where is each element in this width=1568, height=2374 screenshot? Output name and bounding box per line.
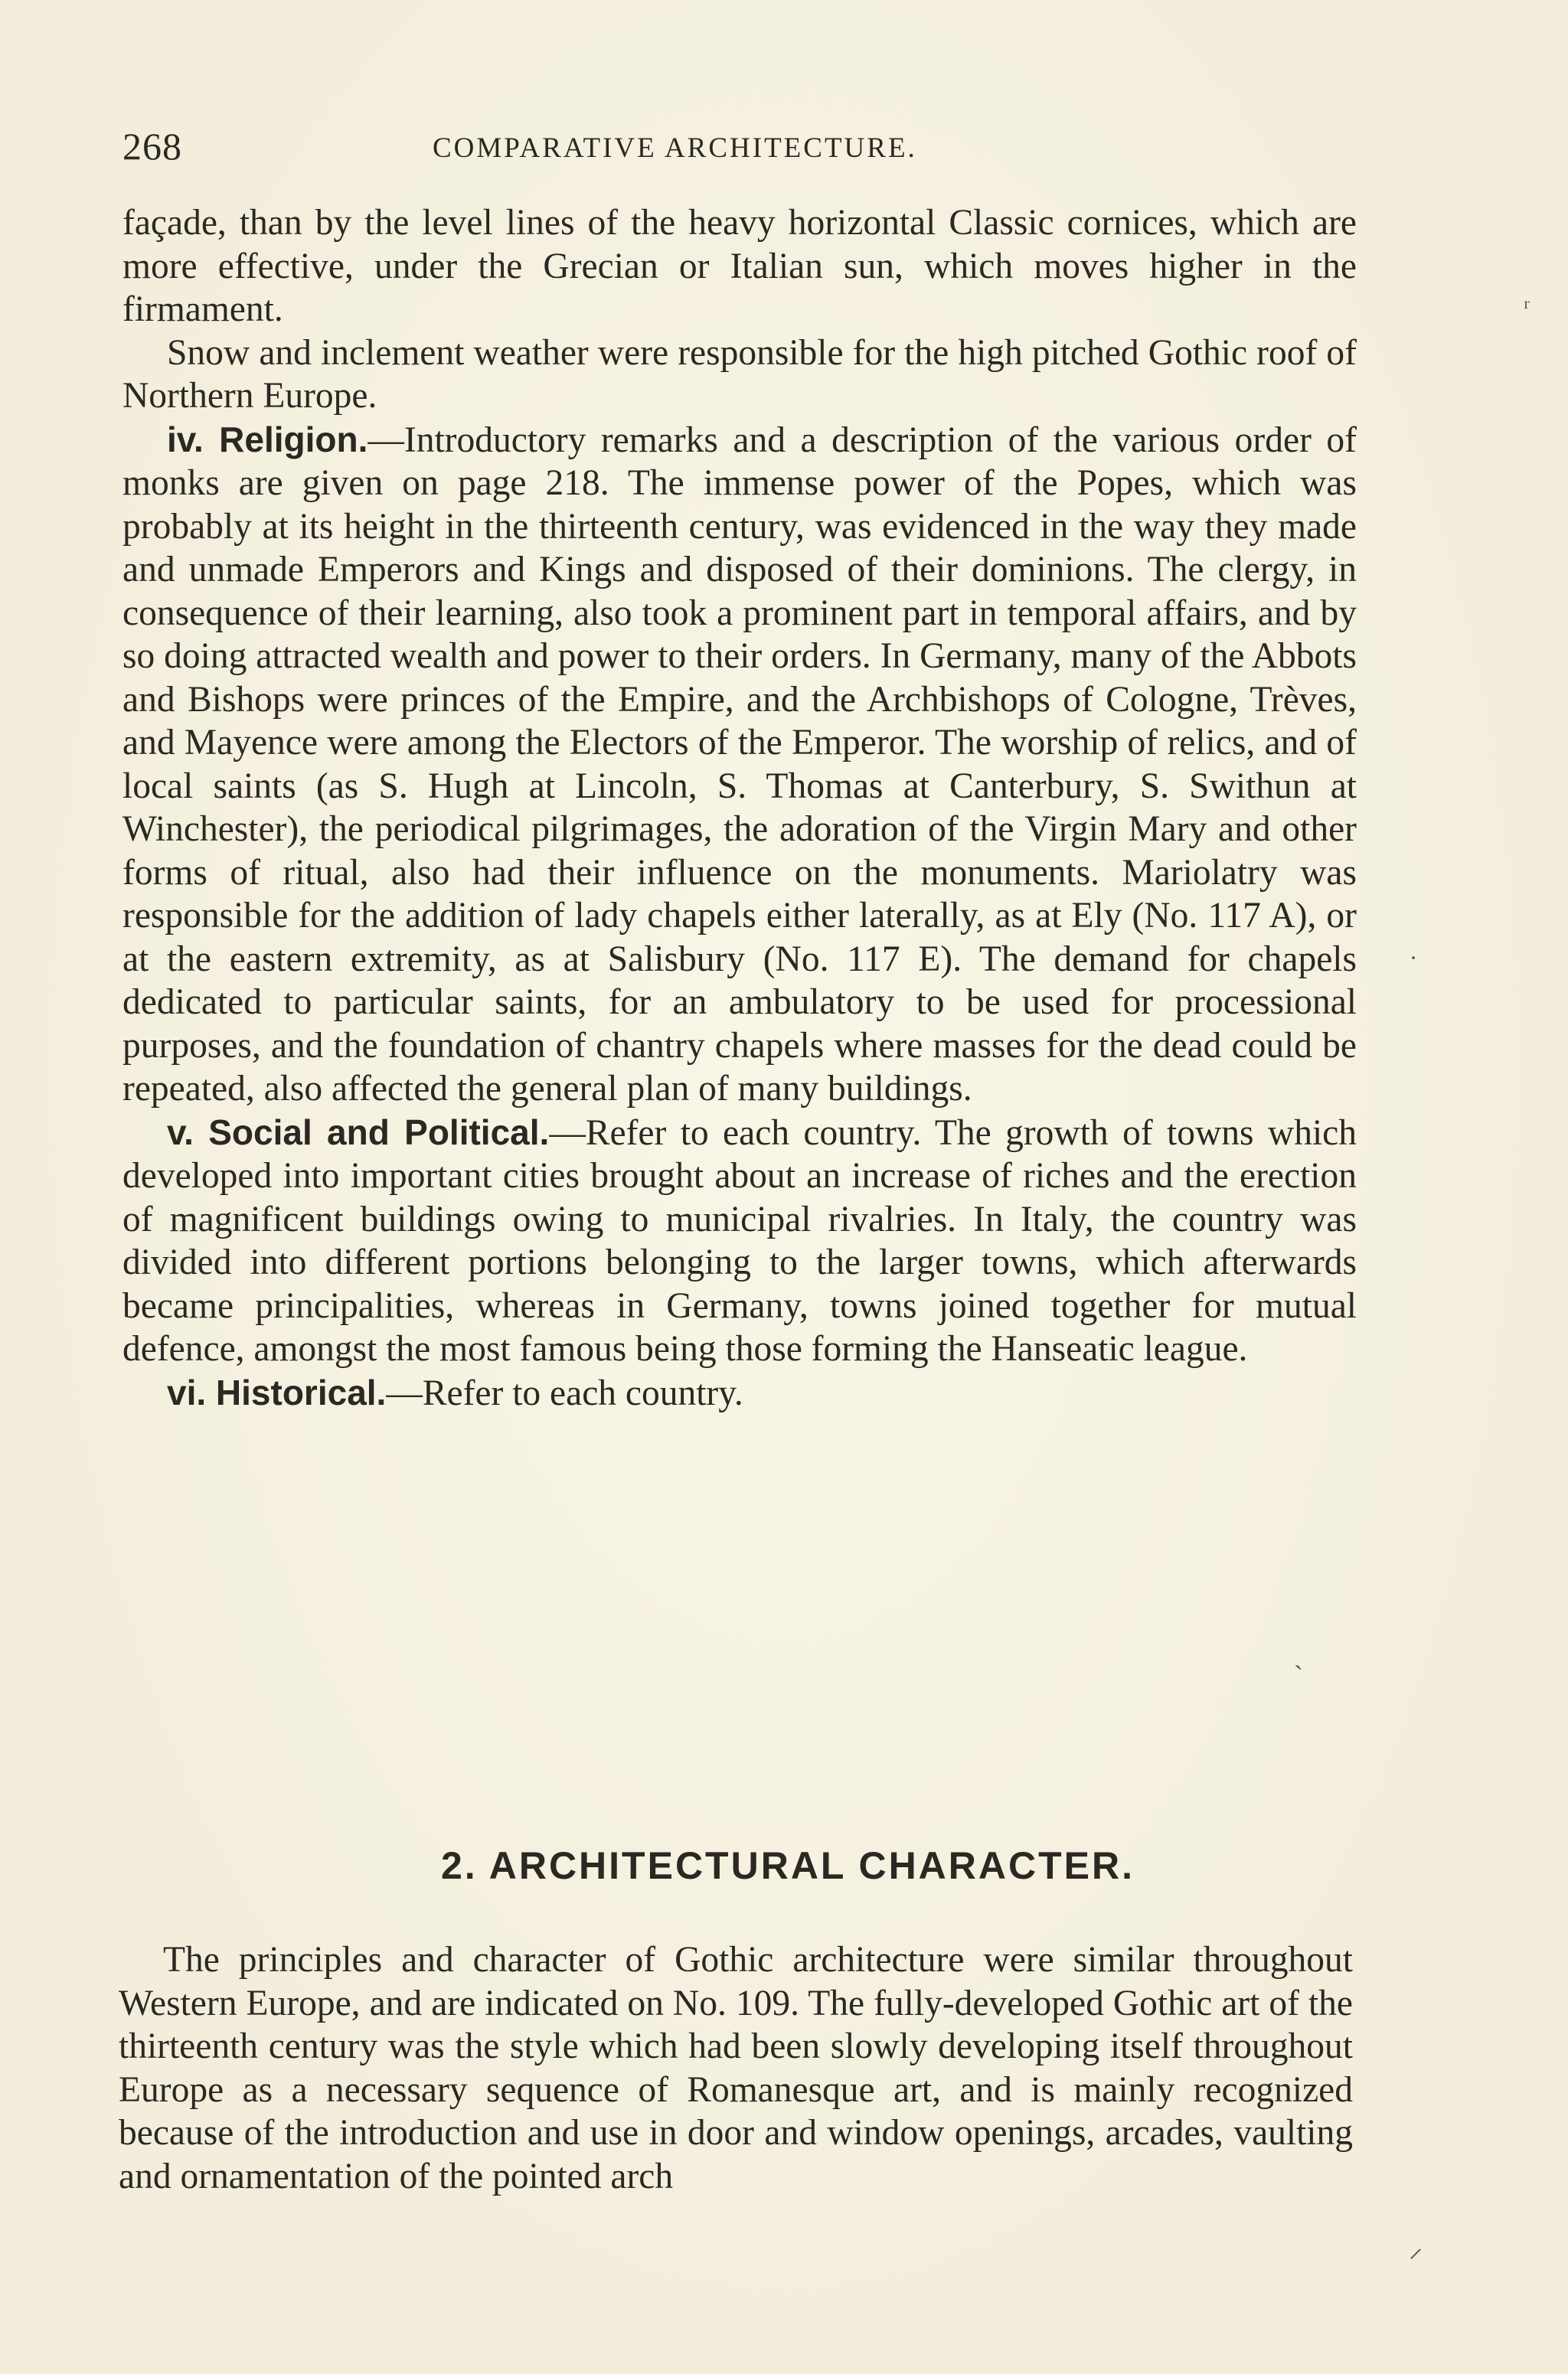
section-heading: 2. ARCHITECTURAL CHARACTER.	[441, 1844, 1135, 1887]
paragraph-historical	[122, 1371, 1357, 1416]
subhead-historical: vi. Historical.	[167, 1372, 387, 1412]
page-header	[122, 124, 1363, 170]
subhead-social-political: v. Social and Political.	[167, 1112, 550, 1152]
paragraph-religion	[122, 418, 1357, 1111]
paragraph-text: The principles and character of Gothic architecture were similar throughout Western Europe, and are indicated on No. 109. The fully-developed Gothic art of the thirteenth century was the style which had been slowly developing itself throughout Europe as a necessary sequence of Romanesque art, and is mainly recognized because of the introduction and use in door and window openings, arcades, vaulting and ornamentation of the pointed arch	[119, 1940, 1353, 2196]
paragraph-text: —Refer to each country. The growth of towns which developed into important cities brought about an increase of riches and the erection of magnificent buildings owing to municipal rivalries. In Italy, the country was divided into different portions belonging to the larger towns, which afterwards became principalities, whereas in Germany, towns joined together for mutual defence, amongst the most famous being those forming the Hanseatic league.	[122, 1112, 1357, 1369]
margin-mark: ⸝	[1409, 2232, 1423, 2263]
section-body	[119, 1938, 1353, 2198]
margin-mark: ˙	[1409, 950, 1418, 981]
margin-mark: ʳ	[1524, 292, 1530, 322]
page-number: 268	[122, 125, 182, 168]
margin-mark: ˎ	[1294, 1639, 1303, 1670]
subhead-religion: iv. Religion.	[167, 419, 368, 459]
paragraph-text: façade, than by the level lines of the heavy horizontal Classic cornices, which are more effective, under the Grecian or Italian sun, which moves higher in the firmament.	[122, 203, 1357, 329]
paragraph-text: —Introductory remarks and a description of the various order of monks are given on page 218. The immense power of the Popes, which was probably at its height in the thirteenth century, was evidenced in the way they made and unmade Emperors and Kings and disposed of their dominions. The clergy, in consequence of their learning, also took a prominent part in temporal affairs, and by so doing attracted wealth and power to their orders. In Germany, many of the Abbots and Bishops were princes of the Empire, and the Archbishops of Cologne, Trèves, and Mayence were among the Electors of the Emperor. The worship of relics, and of local saints (as S. Hugh at Lincoln, S. Thomas at Canterbury, S. Swithun at Winchester), the periodical pilgrimages, the adoration of the Virgin Mary and other forms of ritual, also had their influence on the monuments. Mariolatry was responsible for the addition of lady chapels either laterally, as at Ely (No. 117 A), or at the eastern extremity, as at Salisbury (No. 117 E). The demand for chapels dedicated to particular saints, for an ambulatory to be used for processional purposes, and the foundation of chantry chapels where masses for the dead could be repeated, also affected the general plan of many buildings.	[122, 420, 1357, 1109]
paragraph-facade	[122, 201, 1357, 331]
paragraph-text: Snow and inclement weather were responsible for the high pitched Gothic roof of Northern Europe.	[122, 332, 1357, 416]
paragraph-social-political	[122, 1111, 1357, 1371]
body-text	[122, 201, 1357, 1415]
paragraph-snow	[122, 331, 1357, 418]
paragraph-text: —Refer to each country.	[386, 1373, 743, 1413]
running-head: COMPARATIVE ARCHITECTURE.	[433, 132, 917, 164]
paragraph-principles	[119, 1938, 1353, 2198]
